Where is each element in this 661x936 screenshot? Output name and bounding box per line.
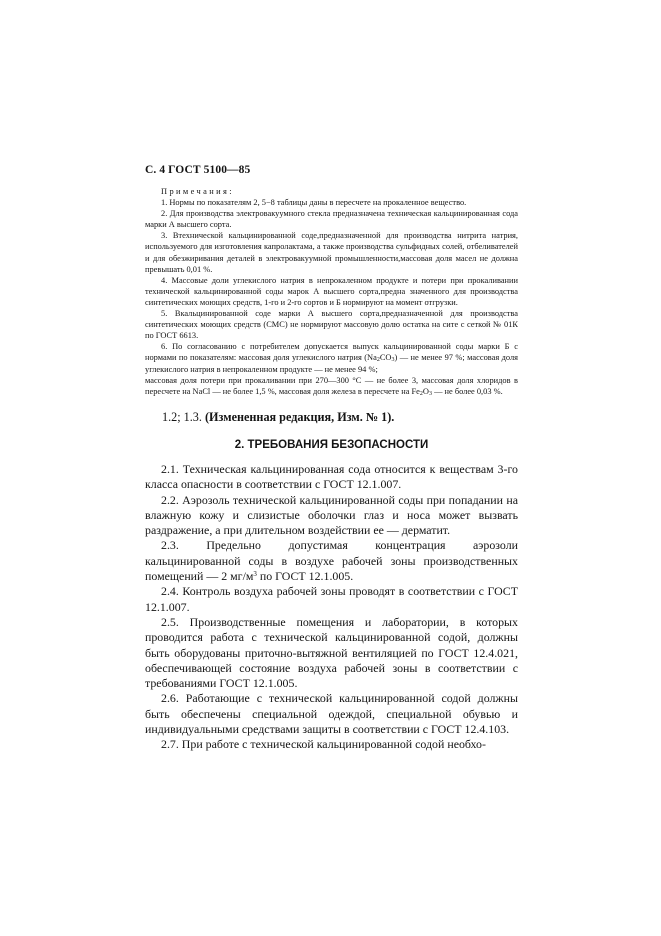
amendment-note [162, 410, 394, 425]
note-3: 3. Втехнической кальцинированной соде,предназначенной для производства нитрита натрия, используемого для изготовления капролактама, а также производства сульфидных солей, отбеливателей и для обезжиривания деталей в электровакуумной промышленности,массовая доля масел не должна превышать 0,01 %. [145, 231, 518, 274]
paragraph-2-3: 2.3. Предельно допустимая концентрация аэрозоли кальцинированной соды в воздухе рабочей зоны производственных помещений — 2 $мг/м^3$ по ГОСТ 12.1.005. [145, 538, 518, 584]
section-body [145, 462, 518, 753]
notes-block [145, 186, 518, 397]
section-title: 2. ТРЕБОВАНИЯ БЕЗОПАСНОСТИ [234, 439, 429, 451]
paragraph-2-1: 2.1. Техническая кальцинированная сода относится к веществам 3-го класса опасности в соответствии с ГОСТ 12.1.007. [145, 462, 518, 492]
amendment-prefix: 1.2; 1.3. [162, 410, 202, 424]
paragraph-2-2: 2.2. Аэрозоль технической кальцинированной соды при попадании на влажную кожу и слизистые оболочки глаз и носа может вызвать раздражение, а при длительном воздействии ее — дерматит. [145, 492, 518, 538]
amendment-bold: (Измененная редакция, Изм. № 1). [205, 410, 395, 424]
notes-title: Примечания: [161, 187, 234, 196]
paragraph-2-7: 2.7. При работе с технической кальцинированной содой необхо- [161, 737, 486, 752]
paragraph-2-6: 2.6. Работающие с технической кальцинированной содой должны быть обеспечены специальной одеждой, специальной обувью и индивидуальными средствами защиты в соответствии с ГОСТ 12.4.103. [145, 691, 518, 737]
note-5: 5. Вкальцинированной соде марки А высшего сорта,предназначенной для производства синтетических моющих средств (СМС) не нормируют массовую долю остатка на сите с сеткой № 01К по ГОСТ 6613. [145, 309, 518, 341]
note-1: 1. Нормы по показателям 2, 5−8 таблицы даны в пересчете на прокаленное вещество. [161, 198, 467, 208]
note-6: 6. По согласованию с потребителем допускается выпуск кальцинированной соды марки Б с нормами по показателям: массовая доля углекислого натрия $(Na_2CO_3)$ — не менее 97 %; массовая доля углекислого натрия в непрокаленном продукте — не менее 94 %; [145, 342, 518, 374]
paragraph-2-4: 2.4. Контроль воздуха рабочей зоны проводят в соответствии с ГОСТ 12.1.007. [145, 584, 518, 614]
page-header: С. 4 ГОСТ 5100—85 [145, 164, 251, 176]
note-6-continued: массовая доля потери при прокаливании при 270—300 °С — не более 3, массовая доля хлоридов в пересчете на NaCl — не более 1,5 %, массовая доля железа в пересчете на $Fe_2O_3$ — не более 0,03 %. [145, 375, 518, 397]
note-2: 2. Для производства электровакуумного стекла предназначена техническая кальцинированная сода марки А высшего сорта. [145, 209, 518, 230]
note-4: 4. Массовые доли углекислого натрия в непрокаленном продукте и потери при прокаливании технической кальцинированной соды марок А высшего сорта,предна значенного для производства синтетических моющих средств, 1-го и 2-го сортов и Б нормируют на момент отгрузки. [145, 275, 518, 307]
paragraph-2-5: 2.5. Производственные помещения и лаборатории, в которых проводится работа с технической кальцинированной содой, должны быть оборудованы приточно-вытяжной вентиляцией по ГОСТ 12.4.021, обеспечивающей состояние воздуха рабочей зоны в соответствии с требованиями ГОСТ 12.1.005. [145, 614, 518, 691]
